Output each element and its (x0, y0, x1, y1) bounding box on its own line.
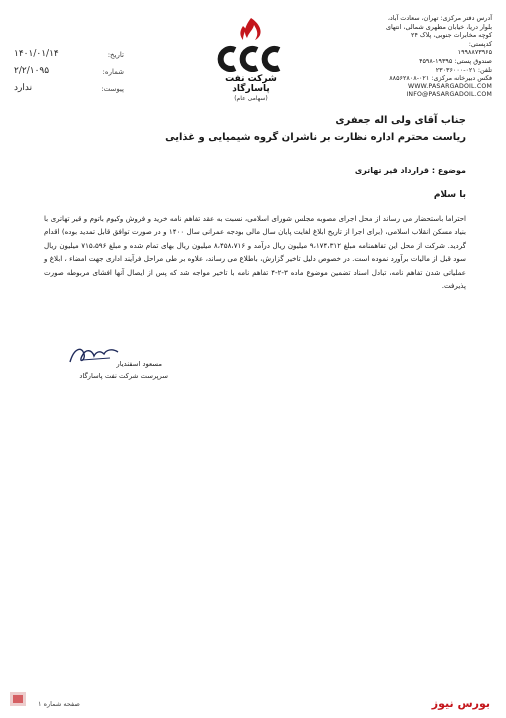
letter-meta (14, 42, 124, 93)
company-logo (206, 16, 296, 102)
meta-number-label: شماره: (102, 68, 124, 76)
company-email: INFO@PASARGADOIL.COM (406, 91, 492, 99)
signatory-title: سرپرست شرکت نفت پاسارگاد (79, 372, 168, 380)
addressee-title: ریاست محترم اداره نظارت بر ناشران گروه شیمیایی و غذایی (165, 132, 466, 143)
meta-attachment-row (14, 76, 124, 93)
addressee (44, 112, 466, 146)
meta-date-row (14, 42, 124, 59)
signatory-name: مسعود اسفندیار (116, 360, 162, 368)
address-line: فکس دبیرخانه مرکزی: ۰۲۱-۸۸۵۶۲۸۰۸ (389, 74, 492, 83)
letter-greeting: با سلام (433, 190, 466, 200)
page-number: صفحه شماره ۱ (38, 700, 80, 708)
address-line: کدپستی: (468, 39, 492, 48)
signature-block (64, 342, 174, 392)
news-stamp-icon (8, 688, 30, 710)
source-watermark: بورس نیوز (431, 697, 490, 710)
handwritten-signature-icon (64, 342, 124, 370)
address-line: کوچه مخابرات جنوبی، پلاک ۲۴ (411, 31, 492, 40)
company-type: (سهامی عام) (234, 95, 268, 102)
company-address (342, 14, 492, 100)
meta-attachment-label: پیوست: (101, 85, 124, 93)
company-website: WWW.PASARGADOIL.COM (408, 82, 492, 90)
address-line: صندوق پستی: ۱۹۳۹۵-۴۵۹۸ (419, 56, 492, 65)
address-line: آدرس دفتر مرکزی: تهران، سعادت آباد، (387, 14, 492, 22)
meta-number-row (14, 59, 124, 76)
meta-date-value: ۱۴۰۱/۰۱/۱۴ (14, 49, 59, 59)
meta-number-value: ۲/۲/۱۰۹۵ (14, 66, 50, 76)
address-line: بلوار دریا، خیابان مطهری شمالی، انتهای (385, 22, 492, 31)
letter-subject: موضوع : قرارداد قیر تهاتری (354, 166, 466, 175)
company-name: شرکت نفت پاسارگاد (225, 74, 277, 94)
address-line: ۱۹۹۸۸۷۳۹۶۵ (457, 48, 492, 57)
address-line: تلفن: ۰۲۱-۲۳۰۳۶۰۰۰ (435, 65, 492, 74)
meta-attachment-value: ندارد (14, 83, 33, 93)
addressee-name: جناب آقای ولی اله جعفری (335, 115, 466, 126)
pasargad-flame-logo-icon (213, 16, 289, 72)
meta-date-label: تاریخ: (107, 51, 124, 59)
letter-body: احتراما باستحضار می رساند از محل اجرای مصوبه مجلس شورای اسلامی، نسبت به عقد تفاهم نامه خرید و فروش وکیوم باتوم و قیر تهاتری با بنیاد مسکن انقلاب اسلامی، (برای اجرا از تاریخ ابلاغ لغایت پایان سال مالی بودجه عمرانی سال ۱۴۰۰ و در صورت توافق قابل تمدید بوده) اقدام گردید. شرکت از محل این تفاهمنامه مبلغ ۹،۱۷۴،۳۱۲ میلیون ریال درآمد و ۸،۴۵۸،۷۱۶ میلیون ریال بهای تمام شده و مبلغ ۷۱۵،۵۹۶ میلیون ریال سود قبل از مالیات برآورد نموده است. در خصوص دلیل تاخیر گزارش، باطلاع می رساند، علاوه بر طی مراحل فرآیند اداری جهت امضاء ، ابلاغ و عملیاتی شدن تفاهم نامه، تبادل اسناد تضمین موضوع ماده ۳-۲-۴ تفاهم نامه با تاخیر مواجه شد که پس از ایصال آنها افشای مربوطه صورت پذیرفت. (44, 214, 466, 291)
